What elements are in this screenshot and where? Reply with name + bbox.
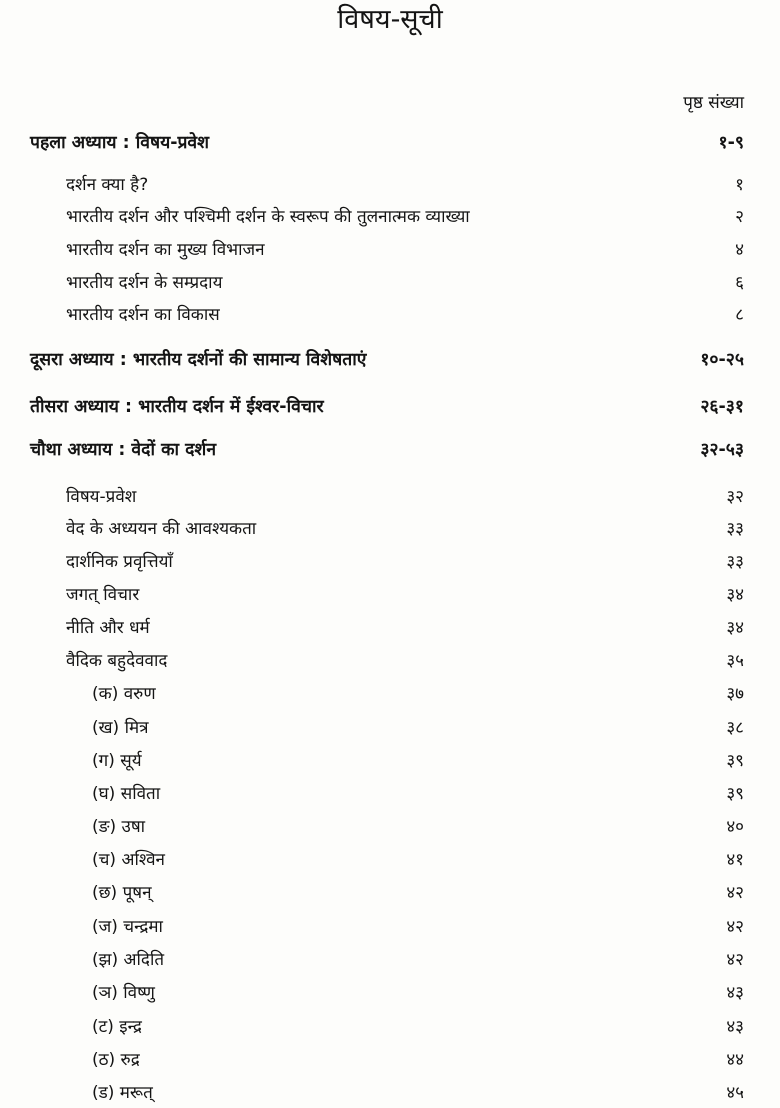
page-title: विषय-सूची [337, 4, 443, 35]
toc-entry-row [0, 580, 780, 610]
toc-entry-title: वैदिक बहुदेववाद [66, 651, 168, 671]
toc-page-number: ४२ [726, 883, 744, 903]
toc-page-number: ४३ [726, 1017, 744, 1037]
toc-entry-row [0, 845, 780, 875]
toc-entry-row [0, 812, 780, 842]
toc-entry-row [0, 613, 780, 643]
toc-entry-title: नीति और धर्म [66, 618, 150, 638]
toc-entry-row [0, 779, 780, 809]
toc-page-number: ३३ [726, 519, 744, 539]
toc-page-number: १ [735, 175, 744, 195]
toc-entry-title: भारतीय दर्शन का विकास [66, 305, 220, 325]
toc-page-number: ३३ [726, 552, 744, 572]
toc-page-number: १-९ [718, 133, 744, 153]
toc-entry-title: भारतीय दर्शन और पश्चिमी दर्शन के स्वरूप की तुलनात्मक व्याख्या [66, 207, 470, 227]
toc-entry-row [0, 912, 780, 942]
toc-entry-title: (ट) इन्द्र [92, 1017, 142, 1037]
toc-chapter-row [0, 435, 780, 465]
toc-page-number: ३२-५३ [700, 440, 744, 460]
toc-entry-row [0, 235, 780, 265]
toc-entry-title: (क) वरुण [92, 684, 156, 704]
toc-page-number: ३८ [726, 718, 744, 738]
toc-page-number: ८ [735, 305, 744, 325]
toc-entry-title: (ठ) रुद्र [92, 1050, 140, 1070]
toc-page-number: ४५ [726, 1083, 744, 1103]
toc-entry-row [0, 482, 780, 512]
toc-page-number: ३५ [726, 651, 744, 671]
toc-page-number: ४४ [726, 1050, 744, 1070]
toc-entry-title: तीसरा अध्याय : भारतीय दर्शन में ईश्वर-विचार [30, 397, 324, 417]
toc-page-number: ३४ [726, 585, 744, 605]
toc-entry-title: विषय-प्रवेश [66, 487, 137, 507]
toc-entry-title: जगत् विचार [66, 585, 140, 605]
toc-page-number: ४० [726, 817, 744, 837]
toc-entry-title: दूसरा अध्याय : भारतीय दर्शनों की सामान्य विशेषताएं [30, 350, 367, 370]
toc-page-number: ६ [735, 273, 744, 293]
toc-entry-row [0, 514, 780, 544]
toc-page-number: २६-३१ [700, 397, 744, 417]
toc-chapter-row [0, 345, 780, 375]
toc-page-number: ४१ [726, 850, 744, 870]
toc-entry-title: (च) अश्विन [92, 850, 165, 870]
toc-entry-title: (ड) मरूत् [92, 1083, 153, 1103]
toc-entry-row [0, 268, 780, 298]
toc-entry-title: (ज) चन्द्रमा [92, 917, 163, 937]
toc-entry-title: दर्शन क्या है? [66, 175, 149, 195]
toc-page-number: ३९ [726, 784, 744, 804]
toc-page-number: ३७ [726, 684, 744, 704]
toc-entry-row [0, 1045, 780, 1075]
toc-page-number: २ [735, 207, 744, 227]
toc-entry-title: दार्शनिक प्रवृत्तियाँ [66, 552, 173, 572]
toc-chapter-row [0, 392, 780, 422]
toc-page-number: ४३ [726, 983, 744, 1003]
toc-page-number: ३४ [726, 618, 744, 638]
toc-entry-title: (घ) सविता [92, 784, 161, 804]
toc-entry-row [0, 202, 780, 232]
toc-entry-title: भारतीय दर्शन के सम्प्रदाय [66, 273, 223, 293]
toc-entry-row [0, 878, 780, 908]
toc-entry-title: वेद के अध्ययन की आवश्यकता [66, 519, 257, 539]
toc-entry-title: भारतीय दर्शन का मुख्य विभाजन [66, 240, 265, 260]
toc-entry-row [0, 170, 780, 200]
toc-entry-row [0, 945, 780, 975]
toc-entry-row [0, 713, 780, 743]
toc-entry-title: (झ) अदिति [92, 950, 165, 970]
toc-entry-title: पहला अध्याय : विषय-प्रवेश [30, 133, 210, 153]
toc-entry-row [0, 300, 780, 330]
toc-chapter-row [0, 128, 780, 158]
toc-entry-title: (ङ) उषा [92, 817, 146, 837]
toc-page-number: ३९ [726, 751, 744, 771]
toc-page-number: १०-२५ [700, 350, 744, 370]
toc-entry-title: (ख) मित्र [92, 718, 149, 738]
toc-entry-title: (छ) पूषन् [92, 883, 152, 903]
page-number-column-header: पृष्ठ संख्या [683, 93, 744, 113]
toc-entry-row [0, 547, 780, 577]
toc-entry-title: (ग) सूर्य [92, 751, 142, 771]
toc-page-number: ४२ [726, 917, 744, 937]
toc-entry-title: चौथा अध्याय : वेदों का दर्शन [30, 440, 217, 460]
toc-entry-row [0, 1012, 780, 1042]
toc-page-number: ४२ [726, 950, 744, 970]
toc-entry-row [0, 746, 780, 776]
toc-page-number: ३२ [726, 487, 744, 507]
toc-entry-row [0, 978, 780, 1008]
toc-entry-row [0, 679, 780, 709]
toc-entry-row [0, 646, 780, 676]
toc-entry-row [0, 1078, 780, 1108]
toc-entry-title: (ञ) विष्णु [92, 983, 155, 1003]
toc-page-number: ४ [735, 240, 744, 260]
